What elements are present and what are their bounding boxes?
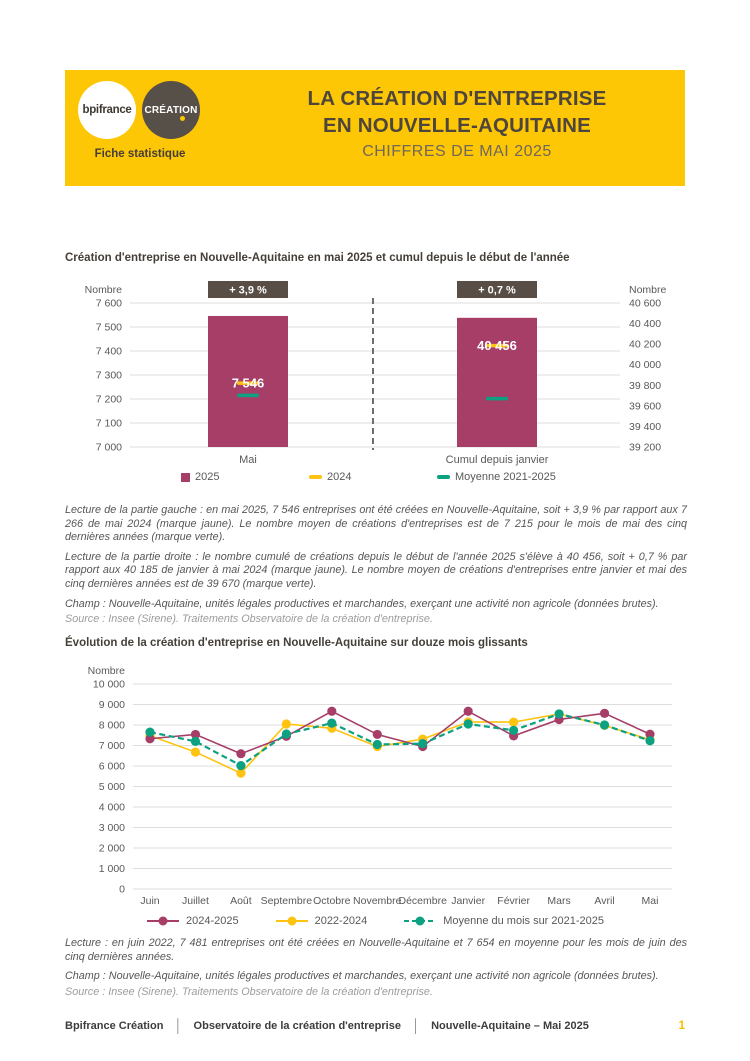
svg-text:6 000: 6 000: [98, 760, 125, 773]
data-point: [282, 729, 291, 738]
note-lecture-droite: Lecture de la partie droite : le nombre cumulé de créations depuis le début de l'année 2025 s'élève à 40 456, soit + 0,7 % par rapport aux 40 185 de janvier à mai 2024 (marque jaune). Le nombre moyen de créations d'entreprises entre janvier et mai des cinq dernières années est de 39 670 (marque verte).: [65, 550, 687, 590]
data-point: [236, 749, 245, 758]
data-point: [600, 709, 609, 718]
svg-text:Nombre: Nombre: [629, 284, 667, 296]
svg-text:39 400: 39 400: [629, 420, 662, 433]
data-point: [282, 719, 291, 728]
svg-text:2 000: 2 000: [98, 842, 125, 855]
svg-text:Nombre: Nombre: [87, 665, 125, 677]
legend-line-dot-icon: [146, 915, 180, 927]
svg-text:40 400: 40 400: [629, 318, 662, 331]
footer-item-region-date: Nouvelle-Aquitaine – Mai 2025: [431, 1019, 589, 1032]
legend-label: Moyenne 2021-2025: [455, 471, 556, 483]
header-titles: [235, 85, 679, 161]
legend-item-moyenne-2021-2025: [437, 471, 556, 483]
bar-chart: [65, 281, 685, 473]
bar-value-label: 7 546: [231, 375, 265, 391]
section1-title: Création d'entreprise en Nouvelle-Aquitaine en mai 2025 et cumul depuis le début de l'année: [65, 252, 570, 264]
x-tick-juillet: Juillet: [182, 895, 209, 907]
legend-square-icon: [181, 473, 190, 482]
x-tick-janvier: Janvier: [451, 895, 486, 907]
x-tick-juin: Juin: [140, 895, 160, 907]
x-tick-décembre: Décembre: [398, 895, 447, 907]
data-point: [554, 709, 563, 718]
note-champ: Champ : Nouvelle-Aquitaine, unités légales productives et marchandes, exerçant une activité non agricole (données brutes).: [65, 597, 659, 610]
legend-label: Moyenne du mois sur 2021-2025: [443, 915, 605, 927]
legend-item-2025: [181, 471, 219, 483]
legend-item-2024: [309, 471, 351, 483]
footer-separator: │: [411, 1018, 421, 1033]
legend-item-moyenne-du-mois-sur-2021-2025: [403, 915, 604, 927]
data-point: [509, 718, 518, 727]
page-title-line1: LA CRÉATION D'ENTREPRISE: [307, 87, 607, 110]
footer-separator: │: [174, 1018, 183, 1033]
x-tick-février: Février: [497, 895, 530, 907]
svg-text:40 600: 40 600: [629, 297, 662, 310]
note-source-2: Source : Insee (Sirene). Traitements Observatoire de la création d'entreprise.: [65, 985, 433, 998]
data-point: [464, 719, 473, 728]
data-point: [327, 707, 336, 716]
svg-text:1 000: 1 000: [98, 863, 125, 875]
legend-line-dot-icon: [275, 915, 309, 927]
svg-text:4 000: 4 000: [98, 801, 125, 814]
svg-text:3 000: 3 000: [98, 822, 125, 834]
svg-text:40 000: 40 000: [629, 359, 662, 372]
data-point: [373, 730, 382, 739]
data-point: [191, 737, 200, 746]
data-point: [645, 736, 654, 745]
note-lecture: Lecture : en juin 2022, 7 481 entreprises ont été créées en Nouvelle-Aquitaine et 7 654 en moyenne pour les mois de juin des cinq dernières années.: [65, 937, 687, 963]
creation-logo-text: CRÉATION: [144, 104, 198, 116]
svg-text:8 000: 8 000: [98, 719, 125, 732]
svg-text:+ 3,9 %: + 3,9 %: [229, 284, 267, 297]
page-subtitle: CHIFFRES DE MAI 2025: [362, 143, 552, 160]
creation-logo: [142, 81, 200, 139]
svg-text:7 500: 7 500: [95, 321, 122, 334]
svg-text:Nombre: Nombre: [84, 284, 122, 296]
footer-item-brand: Bpifrance Création: [65, 1019, 164, 1032]
data-point: [509, 726, 518, 735]
svg-text:7 000: 7 000: [98, 740, 125, 752]
svg-text:7 600: 7 600: [95, 297, 122, 310]
x-tick-septembre: Septembre: [260, 895, 313, 907]
header-band: [65, 70, 685, 186]
svg-text:5 000: 5 000: [98, 781, 125, 793]
x-tick-mars: Mars: [547, 895, 571, 907]
svg-text:9 000: 9 000: [98, 699, 125, 711]
data-point: [600, 720, 609, 729]
series-line-1: [150, 714, 650, 773]
x-tick-mai: Mai: [641, 895, 659, 907]
legend-label: 2022-2024: [314, 915, 368, 927]
note-champ-2: Champ : Nouvelle-Aquitaine, unités légales productives et marchandes, exerçant une activité non agricole (données brutes).: [65, 970, 659, 983]
data-point: [418, 739, 427, 748]
svg-text:7 100: 7 100: [95, 417, 122, 430]
page-title-line2: EN NOUVELLE-AQUITAINE: [322, 114, 592, 137]
svg-text:+ 0,7 %: + 0,7 %: [478, 284, 516, 297]
bar-value-label: 40 456: [477, 338, 517, 354]
note-lecture-gauche: Lecture de la partie gauche : en mai 2025, 7 546 entreprises ont été créées en Nouvelle-Aquitaine, soit + 3,9 % par rapport aux 7 266 de mai 2024 (marque jaune). Le nombre moyen de créations d'entreprises est de 7 215 pour le mois de mai des cinq dernières années (marque verte).: [65, 504, 687, 544]
svg-text:10 000: 10 000: [92, 678, 125, 691]
bar-chart-svg: [65, 281, 685, 473]
legend-item-2024-2025: [146, 915, 239, 927]
bar-category-label: Mai: [239, 454, 257, 466]
svg-text:39 200: 39 200: [629, 441, 662, 454]
svg-text:39 800: 39 800: [629, 379, 662, 392]
data-point: [145, 727, 154, 736]
svg-text:7 400: 7 400: [95, 345, 122, 358]
svg-text:0: 0: [119, 883, 125, 896]
legend-dash-icon: [437, 475, 450, 479]
legend-label: 2025: [195, 471, 220, 483]
section2-notes: [65, 937, 687, 999]
svg-text:7 300: 7 300: [95, 369, 122, 382]
section2-title: Évolution de la création d'entreprise en Nouvelle-Aquitaine sur douze mois glissants: [65, 637, 528, 649]
data-point: [191, 747, 200, 756]
marker-moyenne: [486, 397, 508, 401]
marker-moyenne: [237, 394, 259, 398]
x-tick-novembre: Novembre: [353, 895, 402, 907]
data-point: [327, 719, 336, 728]
footer: [65, 1018, 685, 1033]
x-tick-octobre: Octobre: [313, 895, 351, 907]
footer-item-observatoire: Observatoire de la création d'entreprise: [193, 1019, 401, 1032]
x-tick-août: Août: [230, 895, 252, 907]
data-point: [236, 761, 245, 770]
note-source: Source : Insee (Sirene). Traitements Observatoire de la création d'entreprise.: [65, 613, 433, 626]
legend-dash-icon: [309, 475, 322, 479]
data-point: [464, 707, 473, 716]
header-tagline: Fiche statistique: [94, 148, 186, 160]
legend-item-2022-2024: [275, 915, 368, 927]
bar-chart-legend: [65, 471, 685, 487]
bar-category-label: Cumul depuis janvier: [445, 454, 549, 466]
svg-text:7 000: 7 000: [95, 441, 122, 454]
legend-label: 2024-2025: [185, 915, 239, 927]
svg-text:7 200: 7 200: [95, 393, 122, 406]
line-chart: [65, 664, 685, 912]
data-point: [373, 740, 382, 749]
bpifrance-logo-text: bpifrance: [82, 104, 132, 116]
creation-logo-dot-icon: [180, 116, 185, 121]
legend-line-dot-icon: [403, 915, 437, 927]
bpifrance-logo: [78, 81, 136, 139]
svg-text:40 200: 40 200: [629, 338, 662, 351]
series-line-0: [150, 711, 650, 753]
svg-text:39 600: 39 600: [629, 400, 662, 413]
line-chart-svg: [65, 664, 685, 912]
page-number: 1: [678, 1019, 685, 1032]
section1-notes: [65, 504, 687, 627]
legend-label: 2024: [327, 471, 352, 483]
x-tick-avril: Avril: [594, 895, 615, 907]
line-chart-legend: [65, 912, 685, 930]
